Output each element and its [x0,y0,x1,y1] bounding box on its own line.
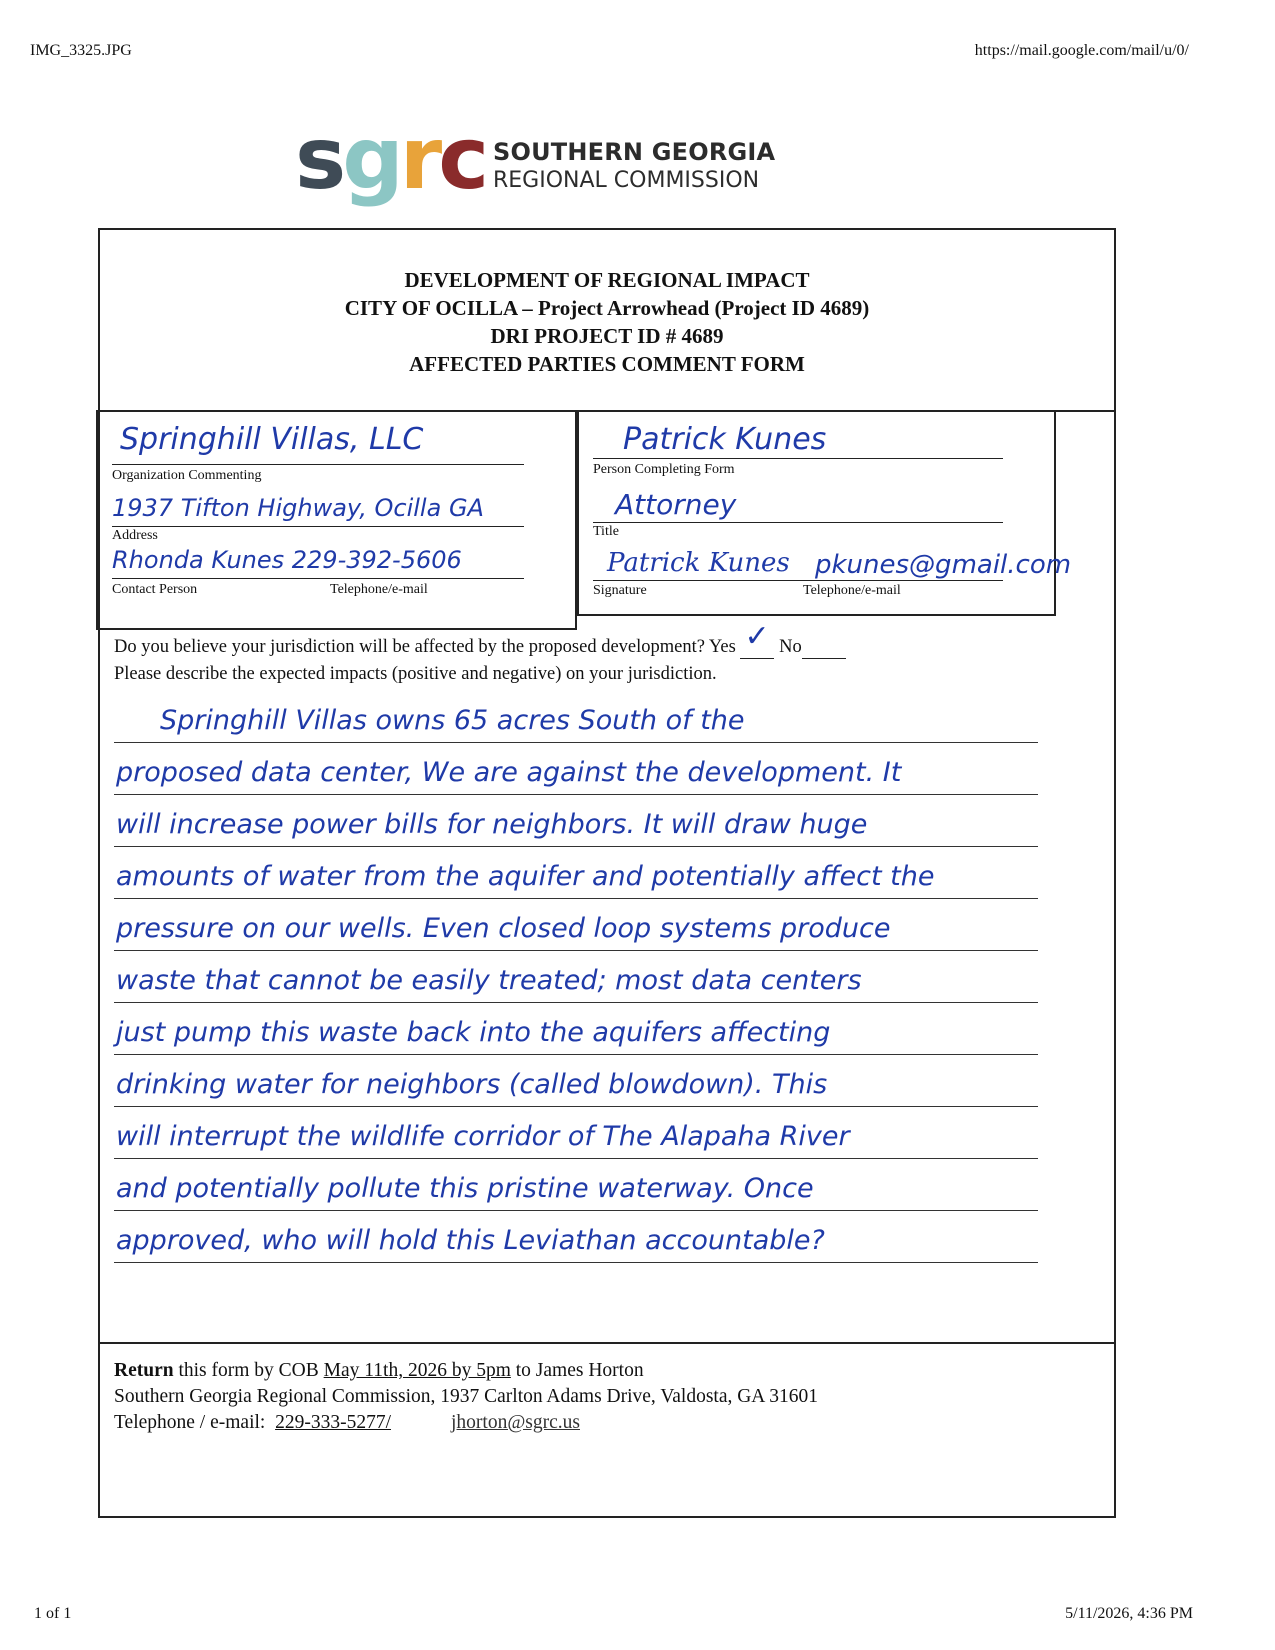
address-label: Address [112,528,158,543]
yes-checkmark: ✓ [744,619,770,654]
yes-blank[interactable] [740,619,774,659]
contact-value[interactable]: Rhonda Kunes 229-392-5606 [112,546,462,574]
print-page-number: 1 of 1 [34,1605,72,1622]
answer-rule [114,1210,1038,1211]
return-line-1: Return this form by COB May 11th, 2026 by 5pm to James Horton [114,1360,644,1381]
comment-form [98,228,1116,1518]
comment-line: amounts of water from the aquifer and potentially affect the [116,861,935,892]
email-value[interactable]: pkunes@gmail.com [815,550,1072,580]
answer-rule [114,1054,1038,1055]
print-url: https://mail.google.com/mail/u/0/ [974,42,1189,59]
answer-rule [114,1002,1038,1003]
answer-rule [114,794,1038,795]
contact-telephone-label: Telephone/e-mail [330,582,428,597]
contact-line [112,578,524,579]
answer-rule [114,1262,1038,1263]
comment-line: and potentially pollute this pristine waterway. Once [116,1173,814,1204]
form-title [100,266,1114,378]
logo-line-2: REGIONAL COMMISSION [493,168,760,193]
comment-line: waste that cannot be easily treated; most data centers [116,965,862,996]
comment-line: will interrupt the wildlife corridor of The Alapaha River [116,1121,850,1152]
return-instructions [114,1358,818,1436]
signature-telephone-label: Telephone/e-mail [803,583,901,598]
question-text: Do you believe your jurisdiction will be affected by the proposed development? Yes [114,637,736,657]
signature-label: Signature [593,583,647,598]
answer-rule [114,1158,1038,1159]
answer-rule [114,1106,1038,1107]
no-label: No [779,637,802,657]
person-label: Person Completing Form [593,462,735,477]
answer-rule [114,742,1038,743]
organization-box [96,410,577,630]
print-datetime: 5/11/2026, 4:36 PM [1065,1605,1193,1622]
affected-question [114,619,846,659]
sgrc-logo-mark: sgrc [295,109,486,209]
logo-line-1: SOUTHERN GEORGIA [493,138,776,166]
return-deadline: May 11th, 2026 by 5pm [323,1360,511,1381]
signature-value[interactable]: Patrick Kunes [607,548,790,578]
answer-rule [114,898,1038,899]
organization-line [112,464,524,465]
return-contact: Telephone / e-mail: 229-333-5277/ jhorton@sgrc.us [114,1412,580,1433]
title-line [593,522,1003,523]
sgrc-logo [295,109,815,220]
no-blank[interactable] [802,637,846,659]
person-line [593,458,1003,459]
title-line-3: DRI PROJECT ID # 4689 [490,324,724,348]
comment-line: approved, who will hold this Leviathan accountable? [116,1225,825,1256]
answer-rule [114,846,1038,847]
comment-line: drinking water for neighbors (called blowdown). This [116,1069,828,1100]
title-line-2: CITY OF OCILLA – Project Arrowhead (Project ID 4689) [344,296,870,320]
return-phone[interactable]: 229-333-5277/ [275,1412,391,1433]
signature-line [593,580,1003,581]
answer-rule [114,950,1038,951]
comment-line: Springhill Villas owns 65 acres South of the [160,705,745,736]
title-value[interactable]: Attorney [615,488,737,521]
return-address: Southern Georgia Regional Commission, 1937 Carlton Adams Drive, Valdosta, GA 31601 [114,1386,818,1407]
divider [100,1342,1114,1344]
title-line-1: DEVELOPMENT OF REGIONAL IMPACT [404,268,810,292]
organization-label: Organization Commenting [112,468,262,483]
address-line [112,526,524,527]
comment-line: proposed data center, We are against the development. It [116,757,902,788]
title-label: Title [593,524,619,539]
title-line-4: AFFECTED PARTIES COMMENT FORM [409,352,805,376]
comment-line: just pump this waste back into the aquifers affecting [116,1017,831,1048]
address-value[interactable]: 1937 Tifton Highway, Ocilla GA [112,494,484,522]
contact-person-label: Contact Person [112,582,198,597]
return-email[interactable]: jhorton@sgrc.us [450,1412,580,1433]
sgrc-logo-text [493,138,775,193]
print-filename: IMG_3325.JPG [30,42,132,59]
person-value[interactable]: Patrick Kunes [623,422,827,457]
comment-line: pressure on our wells. Even closed loop systems produce [116,913,891,944]
organization-value[interactable]: Springhill Villas, LLC [120,422,424,457]
person-box [577,410,1072,616]
comment-line: will increase power bills for neighbors. It will draw huge [116,809,868,840]
impact-instruction: Please describe the expected impacts (positive and negative) on your jurisdiction. [114,664,717,684]
